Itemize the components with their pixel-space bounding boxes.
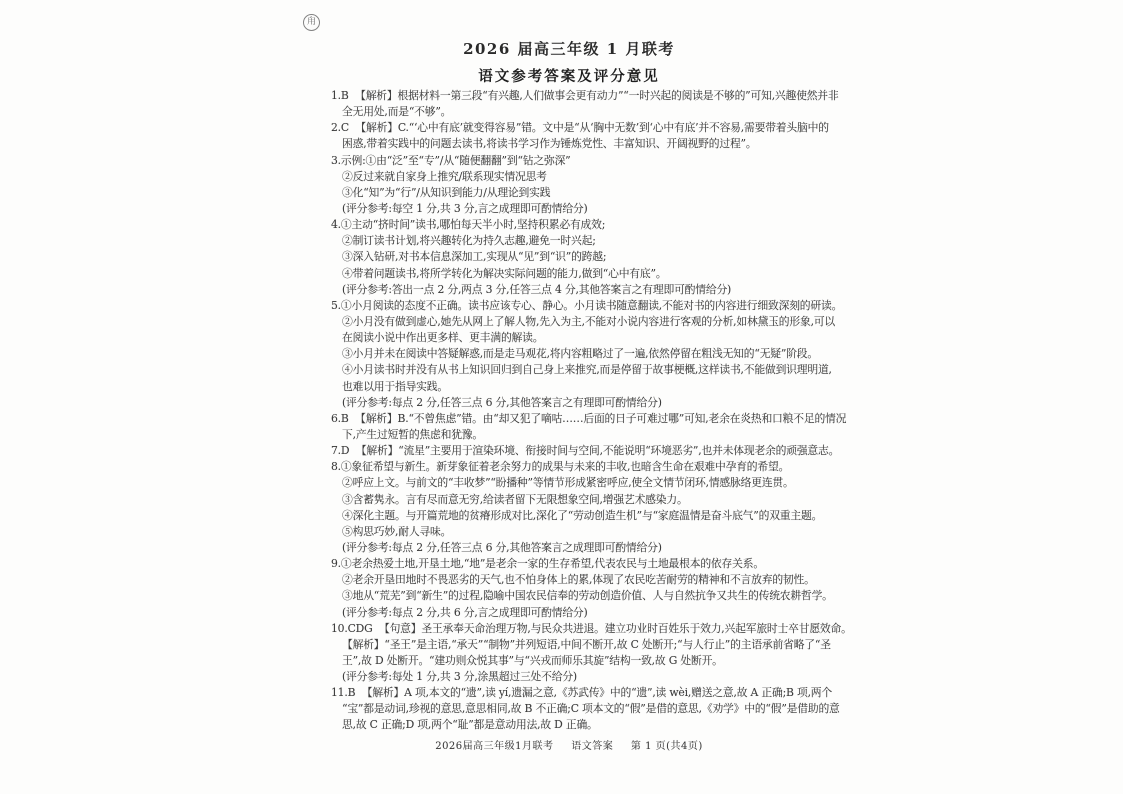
answer-line-q8: ④深化主题。与开篇荒地的贫瘠形成对比,深化了“劳动创造生机”与“家庭温情是奋斗底气”的双重主题。 — [342, 508, 823, 522]
answer-line-q10: (评分参考:每处 1 分,共 3 分,涂黑超过三处不给分) — [342, 670, 577, 684]
answer-line-q4: ③深入钻研,对书本信息深加工,实现从“见”到“识”的跨越; — [342, 250, 607, 264]
answer-line-q9: (评分参考:每点 2 分,共 6 分,言之成理即可酌情给分) — [342, 605, 588, 619]
exam-title: 2026 届高三年级 1 月联考 — [463, 40, 675, 58]
answer-line-q3: ②反过来就自家身上推究/联系现实情况思考 — [342, 169, 547, 183]
answer-line-q8: ②呼应上文。与前文的“丰收梦”“盼播种”等情节形成紧密呼应,使全文情节闭环,情感脉络更连贯。 — [342, 476, 794, 490]
answer-line-q2: 困惑,带着实践中的问题去读书,将读书学习作为锤炼党性、丰富知识、开阔视野的过程”。 — [342, 137, 757, 151]
document-subtitle: 语文参考答案及评分意见 — [478, 69, 660, 85]
answer-line-q11: “宝”都是动词,珍视的意思,意思相同,故 B 不正确;C 项本文的“假”是借的意思,《劝学》中的“假”是借助的意 — [342, 702, 840, 716]
answer-line-q9: 9.①老余热爱土地,开垦土地,“地”是老余一家的生存希望,代表农民与土地最根本的依存关系。 — [331, 557, 764, 571]
answer-line-q8: (评分参考:每点 2 分,任答三点 6 分,其他答案言之成理即可酌情给分) — [342, 540, 662, 554]
answer-line-q11: 11.B 【解析】A 项,本文的“遗”,读 yí,遗漏之意,《苏武传》中的“遗”,读 wèi,赠送之意,故 A 正确;B 项,两个 — [331, 686, 832, 700]
answer-line-q11: 思,故 C 正确;D 项,两个“耻”都是意动用法,故 D 正确。 — [342, 718, 598, 732]
answer-line-q5: (评分参考:每点 2 分,任答三点 6 分,其他答案言之有理即可酌情给分) — [342, 395, 662, 409]
answer-line-q10: 【解析】“圣王”是主语,“承天”“制物”并列短语,中间不断开,故 C 处断开;“与人行止”的主语承前省略了“圣 — [342, 637, 831, 651]
answer-line-q1: 1.B 【解析】根据材料一第三段“有兴趣,人们做事会更有动力”“一时兴起的阅读是不够的”可知,兴趣使然并非 — [331, 89, 839, 102]
answer-line-q5: 5.①小月阅读的态度不正确。读书应该专心、静心。小月读书随意翻读,不能对书的内容进行细致深刻的研读。 — [331, 298, 843, 312]
answer-line-q5: 在阅读小说中作出更多样、更丰满的解读。 — [342, 331, 544, 345]
answer-line-q4: ②制订读书计划,将兴趣转化为持久志趣,避免一时兴起; — [342, 234, 596, 248]
answer-line-q4: 4.①主动“挤时间”读书,哪怕每天半小时,坚持积累必有成效; — [331, 218, 606, 232]
answer-line-q2: 2.C 【解析】C.“‘心中有底’就变得容易”错。文中是“从‘胸中无数’到‘心中有底’并不容易,需要带着头脑中的 — [331, 121, 829, 135]
answer-line-q4: (评分参考:答出一点 2 分,两点 3 分,任答三点 4 分,其他答案言之有理即可酌情给分) — [342, 282, 732, 296]
answers-body — [331, 88, 852, 734]
answer-line-q4: ④带着问题读书,将所学转化为解决实际问题的能力,做到“心中有底”。 — [342, 266, 667, 280]
publisher-stamp-icon: 甪 — [303, 14, 320, 31]
answer-line-q9: ③地从“荒芜”到“新生”的过程,隐喻中国农民信奉的劳动创造价值、人与自然抗争又共生的传统农耕哲学。 — [342, 589, 833, 603]
document-header — [330, 38, 808, 86]
answer-line-q3: ③化“知”为“行”/从知识到能力/从理论到实践 — [342, 185, 551, 199]
answer-line-q3: (评分参考:每空 1 分,共 3 分,言之成理即可酌情给分) — [342, 201, 588, 215]
answer-line-q3: 3.示例:①由“泛”至“专”/从“随便翻翻”到“钻之弥深” — [331, 153, 571, 167]
answer-line-q8: ⑤构思巧妙,耐人寻味。 — [342, 524, 452, 538]
footer-page-number: 第 1 页(共4页) — [630, 741, 703, 752]
answer-line-q5: 也难以用于指导实践。 — [342, 379, 448, 393]
answer-line-q6: 下,产生过短暂的焦虑和犹豫。 — [342, 427, 483, 441]
footer-subject: 语文答案 — [571, 741, 614, 752]
answer-line-q6: 6.B 【解析】B.“不曾焦虑”错。由“却又犯了嘀咕……后面的日子可难过哪”可知,老余在炎热和口粮不足的情况 — [331, 411, 847, 425]
answer-line-q1: 全无用处,而是“不够”。 — [342, 105, 452, 119]
answer-line-q8: 8.①象征希望与新生。新芽象征着老余努力的成果与未来的丰收,也暗含生命在艰难中孕育的希望。 — [331, 460, 790, 474]
answer-line-q5: ②小月没有做到虚心,她先从网上了解人物,先入为主,不能对小说内容进行客观的分析,如林黛玉的形象,可以 — [342, 314, 836, 328]
answer-line-q8: ③含蓄隽永。言有尽而意无穷,给读者留下无限想象空间,增强艺术感染力。 — [342, 492, 688, 506]
answer-line-q7: 7.D 【解析】“流星”主要用于渲染环境、衔接时间与空间,不能说明“环境恶劣”,也并未体现老余的顽强意志。 — [331, 444, 840, 458]
answer-line-q9: ②老余开垦田地时不畏恶劣的天气,也不怕身体上的累,体现了农民吃苦耐劳的精神和不言放弃的韧性。 — [342, 573, 815, 587]
answer-line-q10: 10.CDG 【句意】圣王承奉天命治理万物,与民众共进退。建立功业时百姓乐于效力,兴起军旅时士卒甘愿效命。 — [331, 621, 852, 635]
footer-exam-name: 2026届高三年级1月联考 — [435, 741, 554, 752]
answer-line-q5: ③小月并未在阅读中答疑解惑,而是走马观花,将内容粗略过了一遍,依然停留在粗浅无知的“无疑”阶段。 — [342, 347, 818, 361]
page-footer — [330, 737, 808, 752]
answer-line-q10: 王”,故 D 处断开。“建功则众悦其事”与“兴戎而师乐其旋”结构一致,故 G 处断开。 — [342, 653, 723, 667]
answer-line-q5: ④小月读书时并没有从书上知识回归到自己身上来推究,而是停留于故事梗概,这样读书,不能做到识理明道, — [342, 363, 832, 377]
